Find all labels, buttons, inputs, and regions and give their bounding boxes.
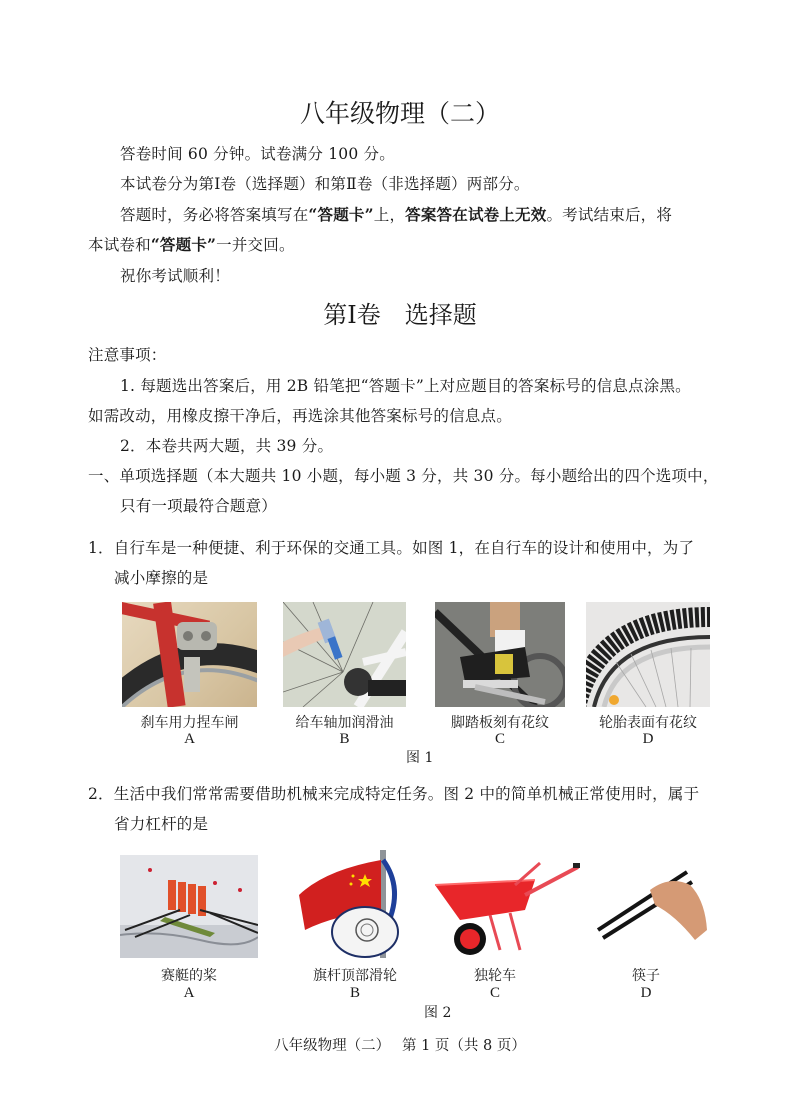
option-caption-d: 筷子 (632, 968, 660, 984)
question-number: 1． (88, 539, 114, 557)
question-text: 自行车是一种便捷、利于环保的交通工具。如图 1，在自行车的设计和使用中，为了 (113, 539, 695, 557)
instruction-text: 上， (373, 206, 406, 224)
option-letter-d: D (640, 985, 652, 1001)
section-title: 第Ⅰ卷 选择题 (323, 301, 477, 329)
exam-time-info: 答卷时间 60 分钟。试卷满分 100 分。 (120, 145, 395, 163)
chopsticks-photo (595, 860, 710, 958)
question-2 (88, 782, 699, 804)
instruction-text: 本试卷和 (88, 236, 151, 254)
exam-title: 八年级物理（二） (299, 99, 500, 128)
answer-card-emphasis: “答题卡” (150, 235, 217, 254)
instruction-text: 。考试结束后，将 (546, 206, 673, 224)
option-letter-b: B (349, 985, 360, 1001)
option-caption-d: 轮胎表面有花纹 (599, 715, 697, 731)
option-caption-c: 脚踏板刻有花纹 (451, 715, 549, 731)
notes-heading: 注意事项： (88, 346, 167, 364)
exam-structure-info: 本试卷分为第Ⅰ卷（选择题）和第Ⅱ卷（非选择题）两部分。 (120, 175, 530, 193)
answer-card-emphasis: “答题卡” (308, 205, 374, 224)
part-one-header: 一、单项选择题（本大题共 10 小题，每小题 3 分，共 30 分。每小题给出的四个选项中， (88, 467, 719, 485)
option-letter-a: A (183, 985, 195, 1001)
option-caption-c: 独轮车 (474, 968, 516, 984)
part-one-header-continued: 只有一项最符合题意） (120, 497, 278, 515)
option-letter-b: B (339, 731, 350, 747)
pedal-photo (435, 602, 565, 707)
option-caption-a: 赛艇的桨 (161, 968, 217, 984)
flagpole-pulley-photo (295, 850, 407, 958)
invalid-answer-warning: 答案答在试卷上无效 (405, 205, 547, 224)
figure-2-label: 图 2 (424, 1005, 452, 1021)
instruction-text: 一并交回。 (216, 236, 295, 254)
instruction-line-1 (120, 203, 672, 225)
option-letter-c: C (489, 985, 500, 1001)
question-number: 2． (88, 785, 114, 803)
note-2: 2．本卷共两大题，共 39 分。 (120, 437, 334, 455)
instruction-line-2 (88, 233, 295, 255)
axle-oil-photo (283, 602, 406, 707)
question-1-continued: 减小摩擦的是 (114, 569, 209, 587)
option-caption-a: 刹车用力捏车闸 (140, 715, 239, 731)
bike-brake-photo (122, 602, 257, 707)
page-footer: 八年级物理（二） 第 1 页（共 8 页） (274, 1038, 526, 1054)
figure-1-label: 图 1 (406, 750, 434, 766)
note-1: 1. 每题选出答案后，用 2B 铅笔把“答题卡”上对应题目的答案标号的信息点涂黑。 (120, 377, 691, 395)
note-1-continued: 如需改动，用橡皮擦干净后，再选涂其他答案标号的信息点。 (88, 407, 512, 425)
option-letter-a: A (184, 731, 195, 747)
question-1 (88, 536, 694, 558)
tire-tread-photo (586, 602, 710, 707)
option-caption-b: 旗杆顶部滑轮 (313, 968, 397, 984)
option-caption-b: 给车轴加润滑油 (295, 715, 394, 731)
option-letter-d: D (642, 731, 654, 747)
wheelbarrow-photo (430, 855, 580, 958)
good-luck-wish: 祝你考试顺利！ (120, 267, 230, 285)
question-2-continued: 省力杠杆的是 (114, 815, 209, 833)
question-text: 生活中我们常常需要借助机械来完成特定任务。图 2 中的简单机械正常使用时，属于 (113, 785, 700, 803)
instruction-text: 答题时，务必将答案填写在 (120, 206, 309, 224)
option-letter-c: C (494, 731, 505, 747)
rowing-boat-photo (120, 855, 258, 958)
